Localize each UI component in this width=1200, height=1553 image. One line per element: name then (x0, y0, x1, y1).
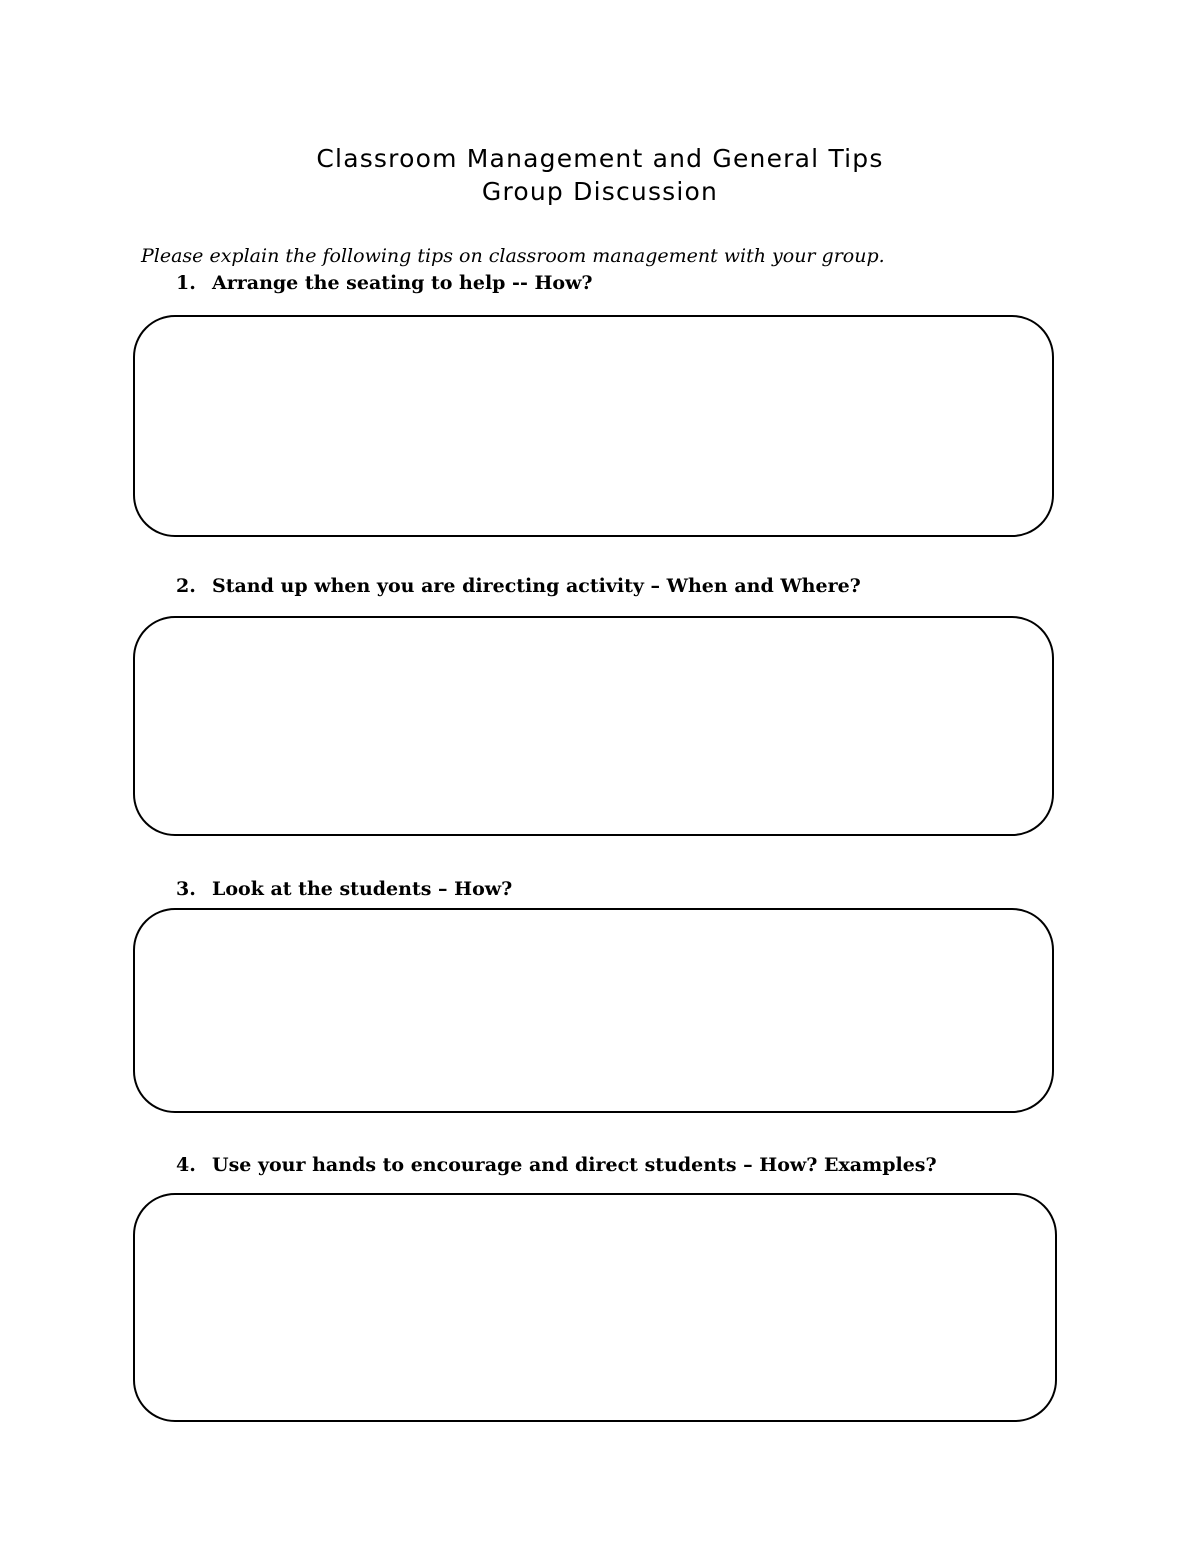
question-number: 2. (176, 575, 196, 597)
answer-box-2[interactable] (133, 616, 1054, 836)
question-text: Arrange the seating to help -- How? (212, 272, 593, 294)
question-2 (176, 572, 861, 600)
question-number: 4. (176, 1154, 196, 1176)
question-text: Use your hands to encourage and direct students – How? Examples? (212, 1154, 937, 1176)
answer-box-1[interactable] (133, 315, 1054, 537)
question-number: 1. (176, 272, 196, 294)
answer-box-3[interactable] (133, 908, 1054, 1113)
question-text: Look at the students – How? (212, 878, 513, 900)
question-number: 3. (176, 878, 196, 900)
instructions-text: Please explain the following tips on classroom management with your group. (141, 245, 885, 267)
question-text: Stand up when you are directing activity – When and Where? (212, 575, 861, 597)
page-subtitle: Group Discussion (481, 177, 719, 206)
question-3 (176, 875, 512, 903)
page-title: Classroom Management and General Tips (316, 144, 884, 173)
answer-box-4[interactable] (133, 1193, 1057, 1422)
question-4 (176, 1151, 937, 1179)
question-1 (176, 269, 593, 297)
